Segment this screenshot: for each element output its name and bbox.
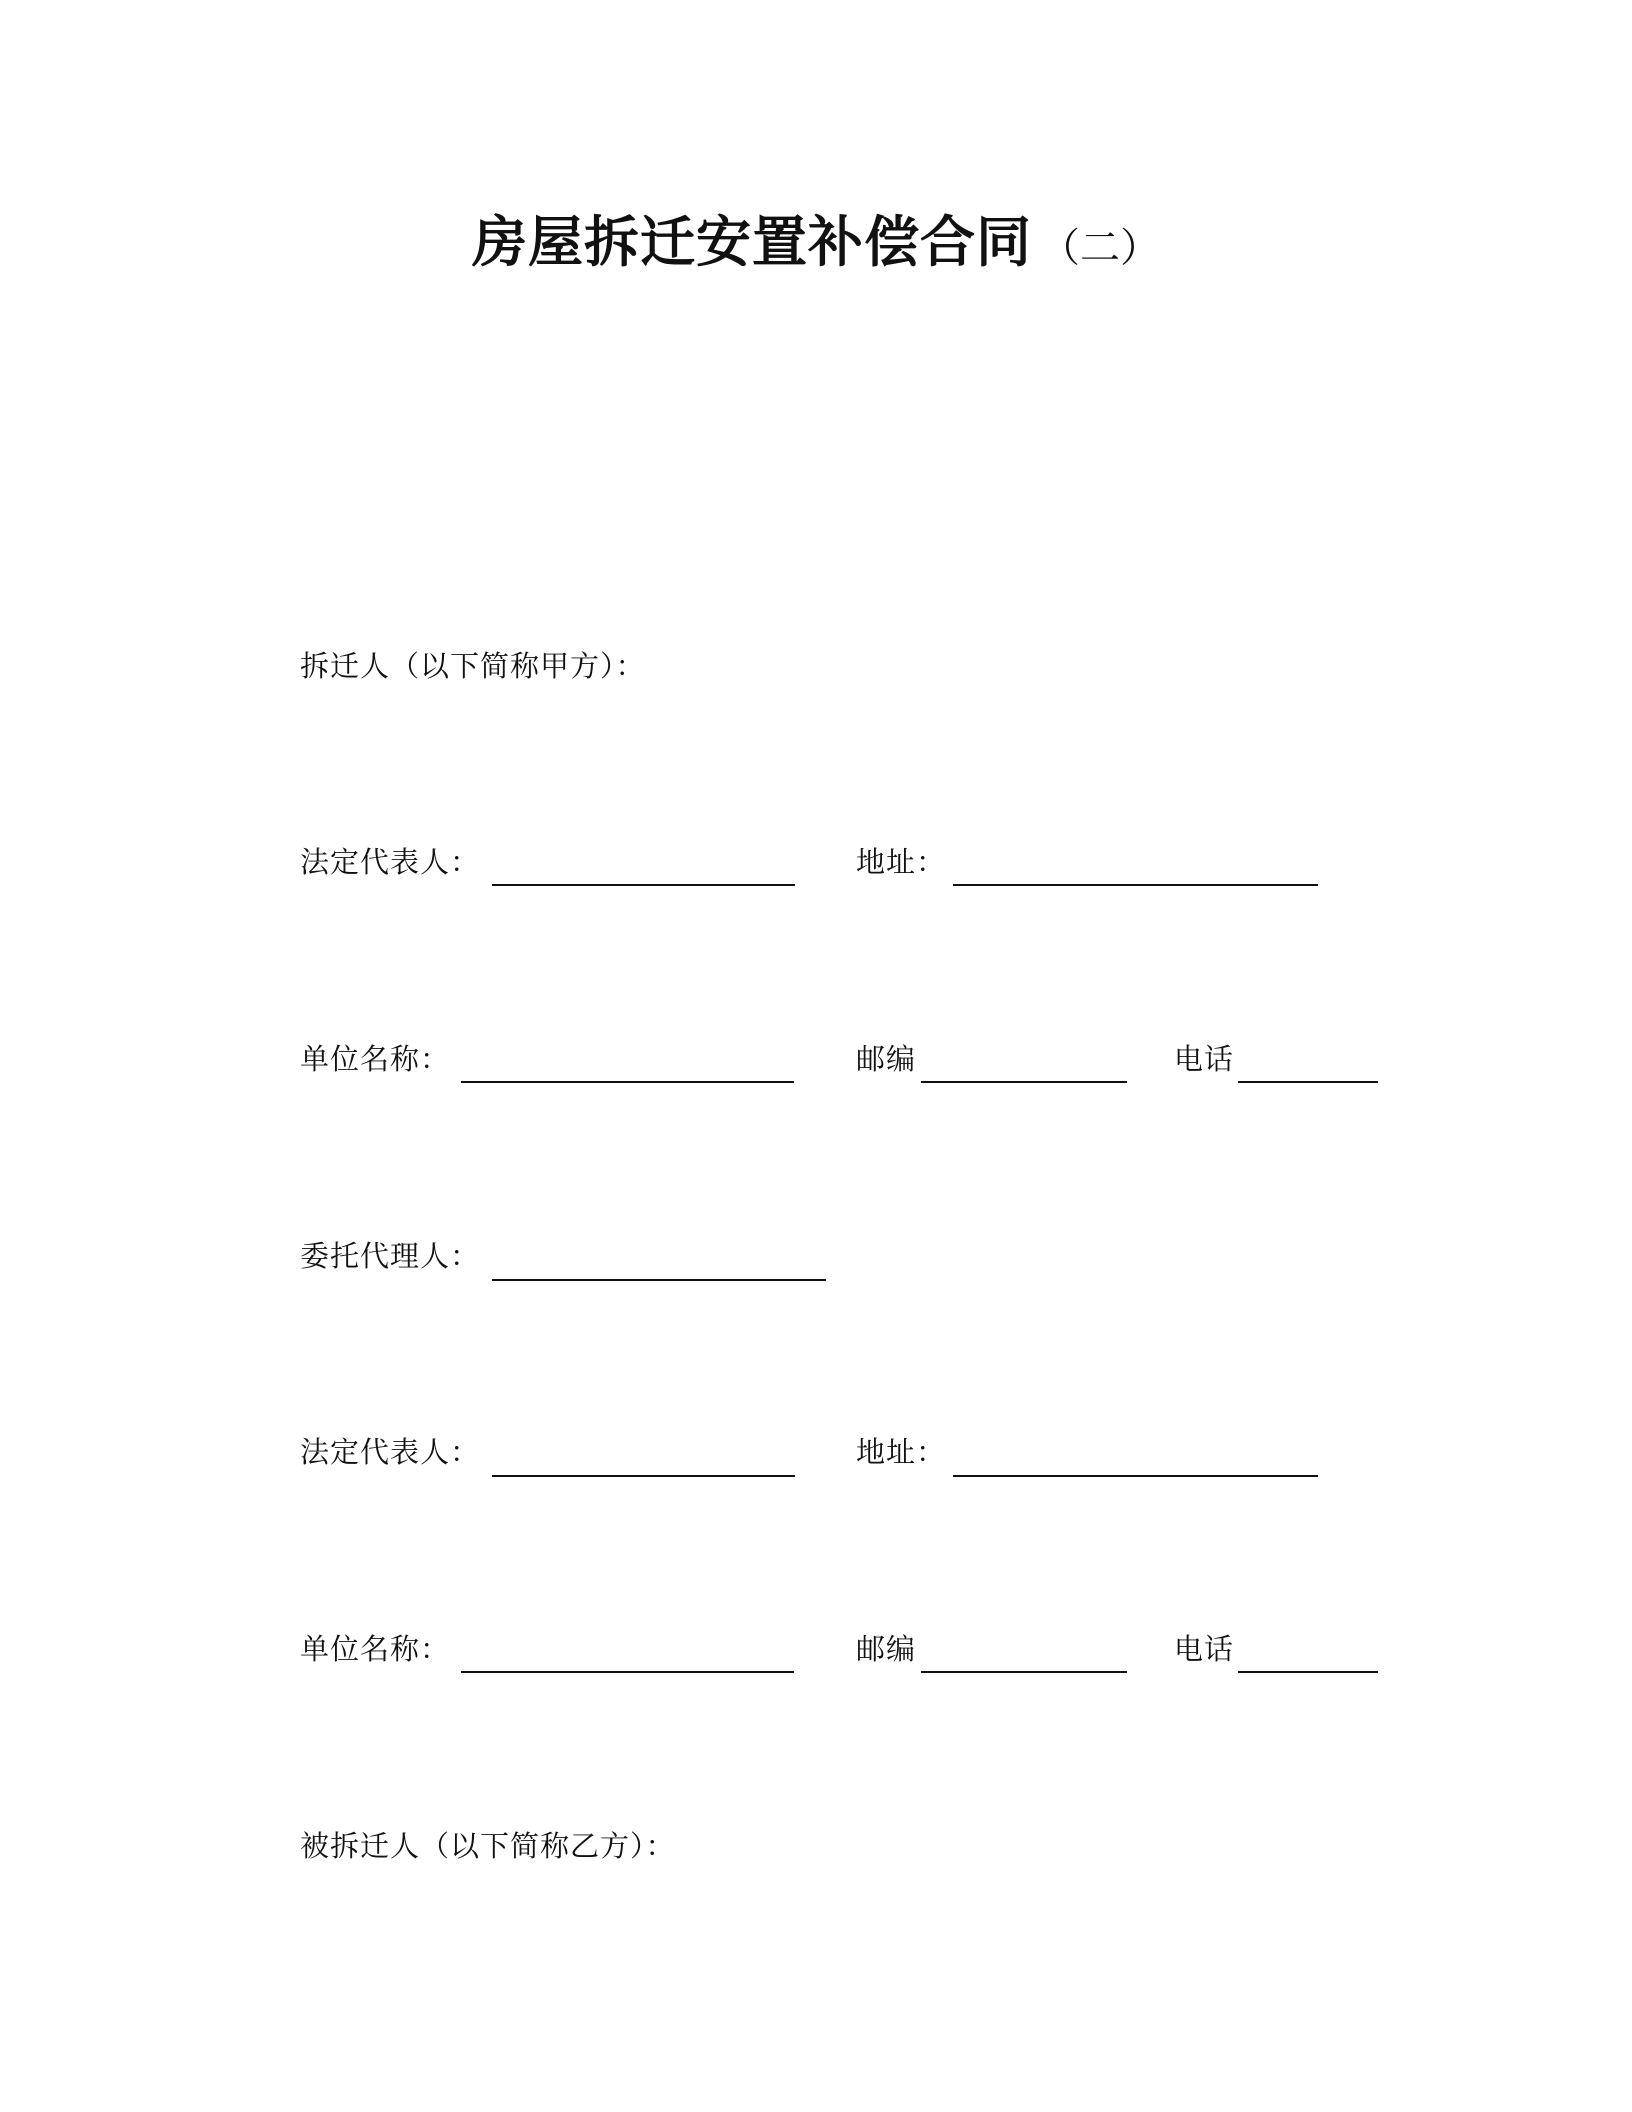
legal-rep-label: 法定代表人： [300,1435,481,1469]
phone-label: 电话 [1174,1042,1235,1076]
document-title [0,198,1632,277]
legal-rep-label: 法定代表人： [300,845,481,879]
phone-label: 电话 [1174,1632,1235,1666]
phone-field[interactable] [1238,1081,1378,1083]
agent-field[interactable] [492,1279,826,1281]
unit-name-label: 单位名称： [300,1632,451,1666]
title-suffix: （二） [1040,225,1160,271]
postcode-label: 邮编 [856,1042,917,1076]
party-b-heading: 被拆迁人（以下简称乙方）： [300,1829,676,1863]
title-main: 房屋拆迁安置补偿合同 [471,210,1032,274]
party-a-heading: 拆迁人（以下简称甲方）： [300,649,646,683]
unit-name-field[interactable] [461,1081,794,1083]
phone-field[interactable] [1238,1671,1378,1673]
address-label: 地址： [856,845,947,879]
agent-label: 委托代理人： [300,1239,481,1273]
postcode-field[interactable] [921,1081,1127,1083]
postcode-field[interactable] [921,1671,1127,1673]
address-field[interactable] [953,1475,1318,1477]
postcode-label: 邮编 [856,1632,917,1666]
address-label: 地址： [856,1435,947,1469]
legal-rep-field[interactable] [492,884,795,886]
unit-name-label: 单位名称： [300,1042,451,1076]
unit-name-field[interactable] [461,1671,794,1673]
legal-rep-field[interactable] [492,1475,795,1477]
address-field[interactable] [953,884,1318,886]
